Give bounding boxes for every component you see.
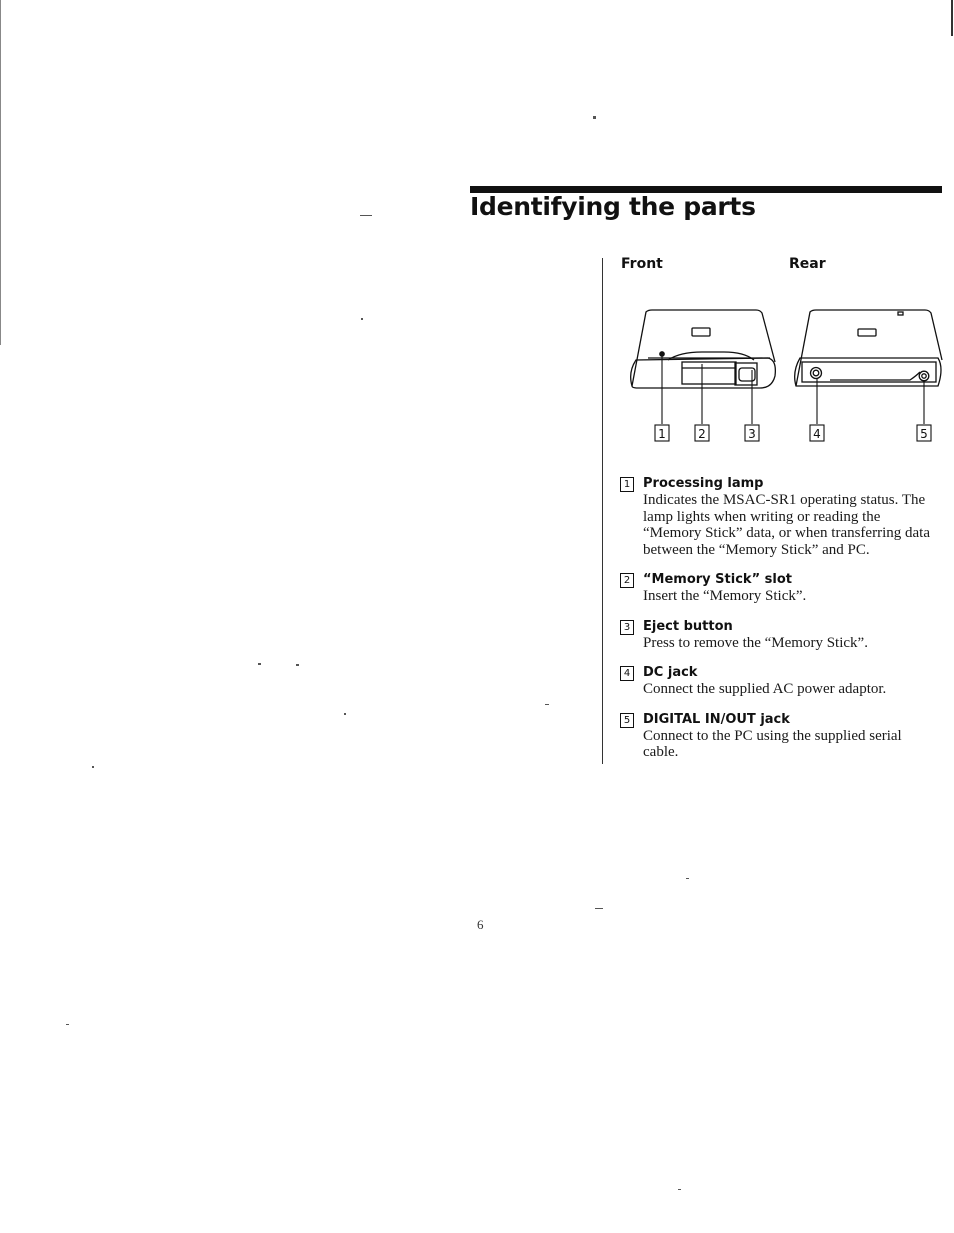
scan-speck bbox=[344, 713, 346, 715]
part-description-line: between the “Memory Stick” and PC. bbox=[643, 541, 870, 558]
page-number: 6 bbox=[477, 917, 484, 932]
part-description-line: Connect to the PC using the supplied serial bbox=[643, 727, 902, 744]
callout-number-3: 3 bbox=[748, 427, 756, 441]
part-number: 4 bbox=[620, 666, 634, 681]
part-description-line: cable. bbox=[643, 744, 679, 760]
part-description-line: Press to remove the “Memory Stick”. bbox=[643, 634, 868, 651]
callout-number-1: 1 bbox=[658, 427, 666, 441]
parts-list bbox=[620, 476, 950, 775]
scan-speck bbox=[545, 704, 549, 705]
scan-speck bbox=[686, 878, 689, 879]
scan-speck bbox=[258, 663, 261, 665]
scan-speck bbox=[361, 318, 363, 320]
part-item-processing-lamp bbox=[620, 476, 950, 558]
callout-leaders bbox=[662, 356, 924, 424]
part-description-line: Indicates the MSAC-SR1 operating status. The bbox=[643, 492, 926, 508]
scan-speck bbox=[296, 664, 299, 666]
part-number: 5 bbox=[620, 713, 634, 728]
scan-speck bbox=[595, 908, 603, 909]
part-description-line: “Memory Stick” data, or when transferring data bbox=[643, 525, 930, 541]
rear-view-drawing bbox=[795, 310, 942, 386]
front-view-drawing bbox=[631, 310, 776, 388]
scan-speck bbox=[360, 215, 372, 216]
part-name: “Memory Stick” slot bbox=[643, 572, 792, 587]
part-description-line: lamp lights when writing or reading the bbox=[643, 508, 881, 525]
callout-boxes bbox=[655, 425, 931, 441]
part-name: Processing lamp bbox=[643, 476, 764, 491]
part-item-eject-button bbox=[620, 619, 950, 652]
scan-speck bbox=[593, 116, 596, 119]
part-name: DIGITAL IN/OUT jack bbox=[643, 711, 790, 727]
part-item-memory-stick-slot bbox=[620, 572, 950, 605]
scan-speck bbox=[678, 1189, 681, 1190]
front-view-label: Front bbox=[621, 256, 663, 272]
part-number: 1 bbox=[620, 477, 634, 492]
column-divider bbox=[602, 258, 603, 764]
scan-edge-right bbox=[951, 0, 953, 36]
part-description-line: Insert the “Memory Stick”. bbox=[643, 588, 807, 604]
part-number: 2 bbox=[620, 573, 634, 588]
part-description-line: Connect the supplied AC power adaptor. bbox=[643, 681, 887, 697]
part-number: 3 bbox=[620, 620, 634, 635]
part-item-digital-in-out-jack bbox=[620, 712, 950, 761]
callout-number-5: 5 bbox=[920, 427, 928, 441]
scan-edge-left bbox=[0, 0, 1, 345]
scan-speck bbox=[66, 1024, 69, 1025]
callout-number-2: 2 bbox=[698, 427, 706, 441]
scan-speck bbox=[92, 766, 94, 768]
device-diagram bbox=[620, 300, 950, 448]
part-item-dc-jack bbox=[620, 665, 950, 698]
part-name: DC jack bbox=[643, 665, 698, 680]
callout-number-4: 4 bbox=[813, 427, 821, 441]
rear-view-label: Rear bbox=[789, 256, 826, 272]
page-title: Identifying the parts bbox=[470, 192, 756, 221]
part-name: Eject button bbox=[643, 618, 733, 634]
